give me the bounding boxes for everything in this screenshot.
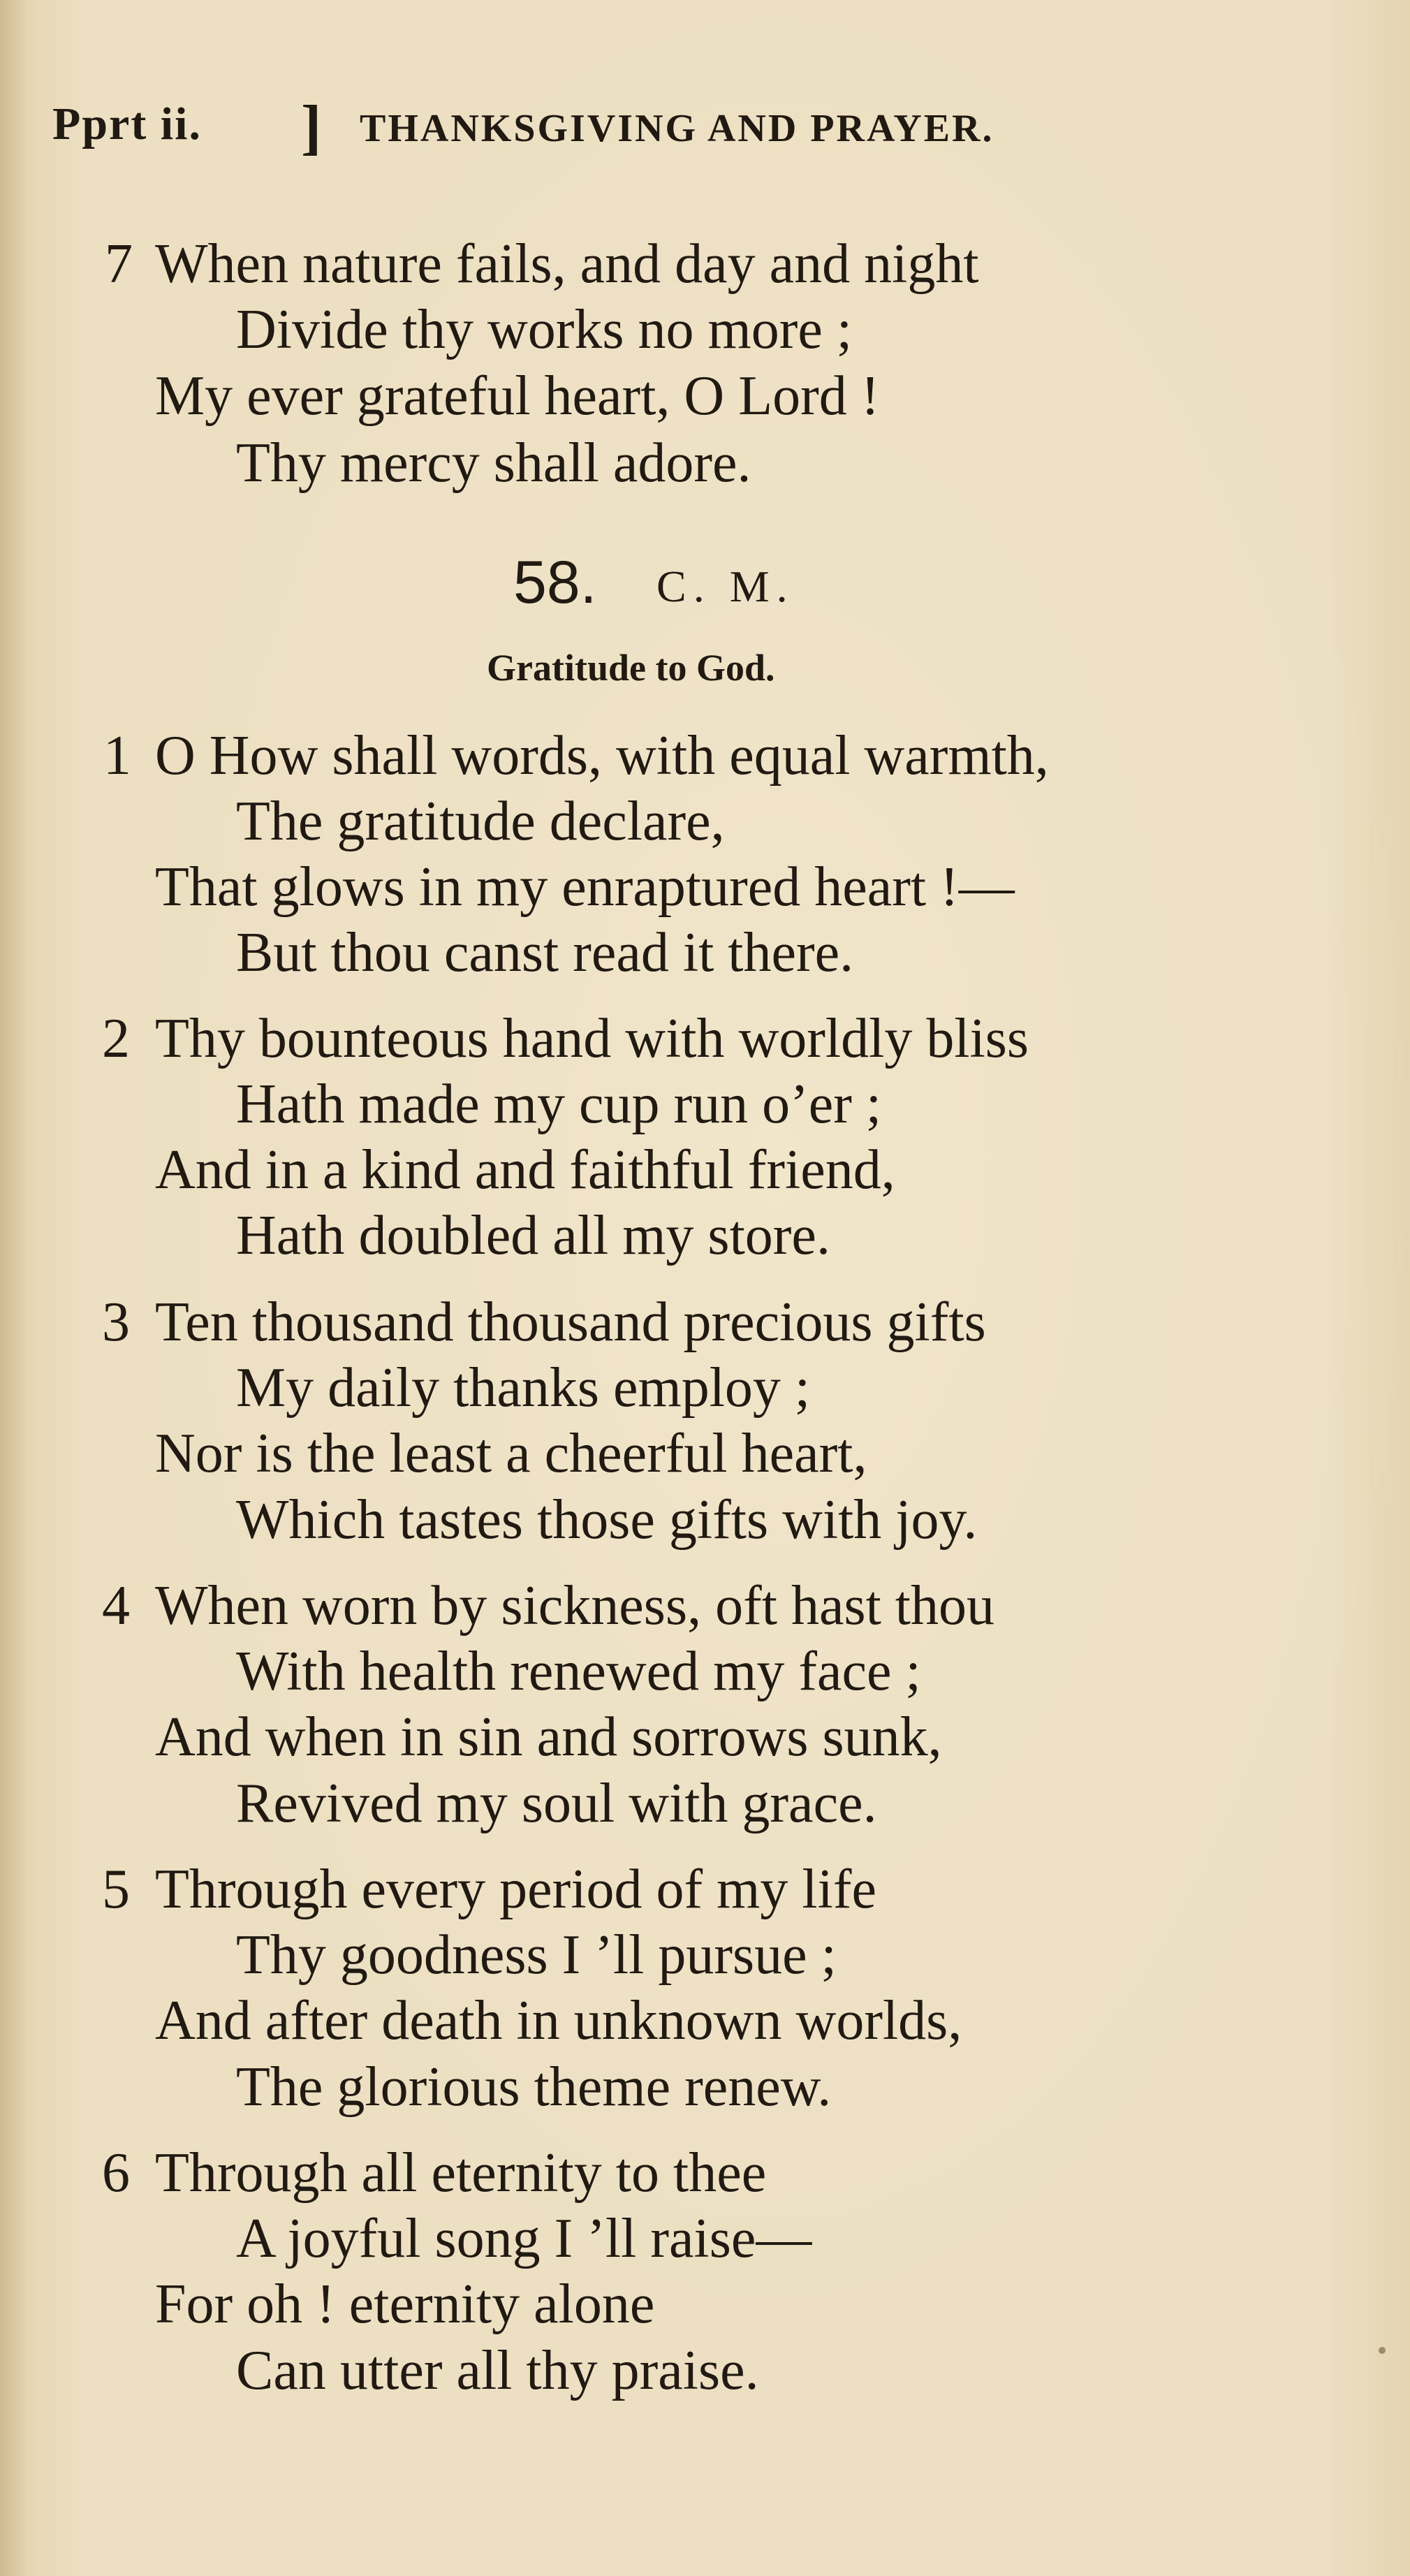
verse-line: When nature fails, and day and night xyxy=(155,233,979,295)
verse-line: And after death in unknown worlds, xyxy=(155,1990,962,2051)
verse-line: Thy mercy shall adore. xyxy=(236,432,751,494)
verse-line: That glows in my enraptured heart !— xyxy=(155,856,1015,918)
verse-line: Thy goodness I ’ll pursue ; xyxy=(236,1924,837,1986)
verse-line: Revived my soul with grace. xyxy=(236,1773,877,1834)
running-header xyxy=(52,94,1072,168)
hymn-heading xyxy=(513,548,932,625)
hymn-meter: C. M. xyxy=(656,562,795,611)
page-gutter-shadow xyxy=(0,0,27,2576)
verse-line: Hath made my cup run o’er ; xyxy=(236,1074,882,1135)
verse-line: The gratitude declare, xyxy=(236,791,725,852)
verse-number: 6 xyxy=(102,2142,130,2204)
verse-number: 7 xyxy=(105,233,133,295)
verse-line: When worn by sickness, oft hast thou xyxy=(155,1575,995,1637)
verse-line: O How shall words, with equal warmth, xyxy=(155,725,1049,786)
verse-line: Thy bounteous hand with worldly bliss xyxy=(155,1008,1029,1069)
verse-line: But thou canst read it there. xyxy=(236,922,854,983)
verse-line: Can utter all thy praise. xyxy=(236,2340,759,2401)
hymn-number: 58. xyxy=(513,549,597,616)
verse-line: For oh ! eternity alone xyxy=(155,2274,655,2335)
verse-line: And when in sin and sorrows sunk, xyxy=(155,1706,942,1768)
verse-number: 2 xyxy=(102,1008,130,1069)
verse-line: My ever grateful heart, O Lord ! xyxy=(155,365,880,427)
verse-line: The glorious theme renew. xyxy=(236,2056,832,2118)
verse-line: Which tastes those gifts with joy. xyxy=(236,1489,978,1551)
header-part-label: Pprt ii. xyxy=(52,98,202,149)
verse-line: My daily thanks employ ; xyxy=(236,1357,811,1419)
paper-speck xyxy=(1379,2347,1386,2354)
verse-line: Divide thy works no more ; xyxy=(236,299,853,360)
verse-number: 4 xyxy=(102,1575,130,1637)
verse-line: And in a kind and faithful friend, xyxy=(155,1139,895,1201)
verse-number: 5 xyxy=(102,1859,130,1920)
verse-line: Nor is the least a cheerful heart, xyxy=(155,1423,867,1484)
verse-line: Through all eternity to thee xyxy=(155,2142,767,2204)
verse-number: 3 xyxy=(102,1291,130,1353)
verse-line: Ten thousand thousand precious gifts xyxy=(155,1291,986,1353)
header-bracket: ] xyxy=(301,94,322,161)
verse-line: With health renewed my face ; xyxy=(236,1641,921,1702)
header-title: THANKSGIVING AND PRAYER. xyxy=(360,107,994,150)
hymn-subtitle: Gratitude to God. xyxy=(487,647,775,689)
verse-line: Hath doubled all my store. xyxy=(236,1205,830,1266)
verse-line: A joyful song I ’ll raise— xyxy=(236,2208,812,2269)
verse-line: Through every period of my life xyxy=(155,1859,877,1920)
verse-number: 1 xyxy=(103,725,131,786)
